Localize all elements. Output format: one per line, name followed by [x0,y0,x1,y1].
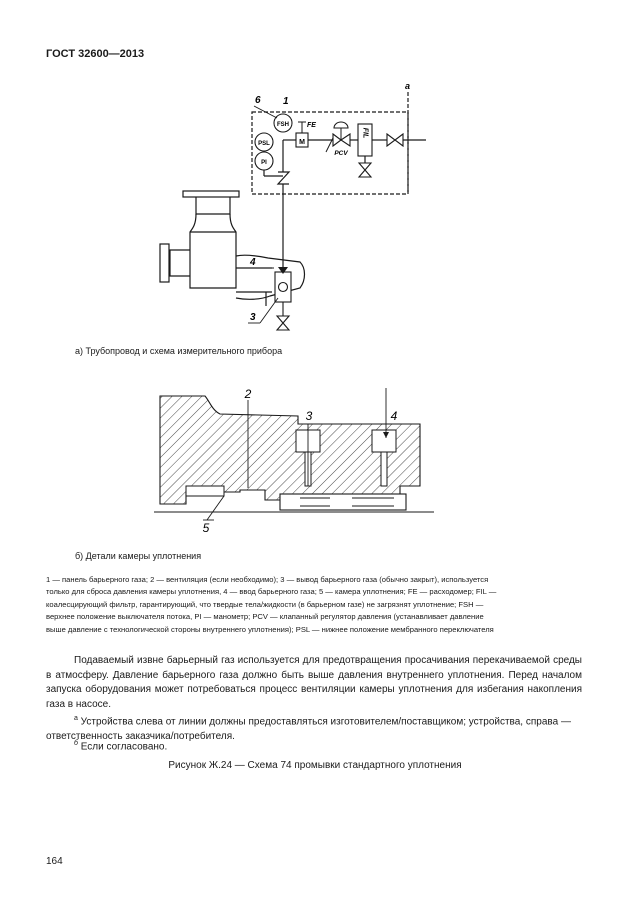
figure-b-caption: б) Детали камеры уплотнения [75,551,202,561]
pi-label: PI [261,160,267,166]
label-4b: 4 [390,409,398,423]
boundary-label-a: a [405,81,411,91]
footnote-b [74,737,167,755]
fe-label: FE [307,122,316,129]
pcv-label: PCV [334,150,348,157]
legend-line: только для сброса давления камеры уплотнения, 4 — ввод барьерного газа; 5 — камера уплотнения; FE — расходомер; FIL — [46,587,497,597]
footnote-a-mark: a [74,715,78,722]
legend-line: выше давление с технологической стороны внутреннего уплотнения); PSL — нижнее положение мембранного переключателя [46,624,494,634]
footnote-a-text: Устройства слева от линии должны предоставляться изготовителем/поставщиком; устройства, справа — ответственность заказчика/потребителя. [46,716,571,742]
label-1: 1 [283,96,289,107]
m-label: M [299,139,305,146]
label-3b: 3 [305,409,313,423]
figure-legend [46,574,582,636]
legend-line: коалесцирующий фильтр, гарантирующий, что твердые тела/жидкости (в барьерном газе) не загрязнят уплотнение; FSH — [46,599,484,609]
figure-a-caption: а) Трубопровод и схема измерительного прибора [75,346,283,356]
label-2: 2 [244,387,252,401]
fil-label: FIL [361,127,369,139]
figure-b-diagram [0,380,630,540]
label-6: 6 [255,95,261,106]
figure-title: Рисунок Ж.24 — Схема 74 промывки стандартного уплотнения [168,760,462,771]
document-number: ГОСТ 32600—2013 [46,48,145,60]
footnote-b-mark: б [74,740,78,747]
label-5: 5 [202,521,210,535]
footnote-b-text: Если согласовано. [77,741,168,753]
legend-line: 1 — панель барьерного газа; 2 — вентиляция (если необходимо); 3 — вывод барьерного газа (обычно закрыт), используется [46,575,489,584]
fsh-label: FSH [277,122,289,128]
psl-label: PSL [258,141,270,147]
legend-line: верхнее положение выключателя потока, PI — манометр; PCV — клапанный регулятор давления (устанавливает давление [46,612,484,622]
body-paragraph: Подаваемый извне барьерный газ используется для предотвращения просачивания перекачиваемой среды в атмосферу. Давление барьерного газа должно быть выше давления внутреннего уплотнения. Перед началом запуска оборудования может потребоваться процесс вентиляции камеры уплотнения для избегания накопления газа в насосе. [46,655,582,710]
page-number: 164 [46,856,63,867]
figure-a-diagram [0,0,630,360]
label-4: 4 [250,257,256,268]
label-3: 3 [250,312,256,323]
